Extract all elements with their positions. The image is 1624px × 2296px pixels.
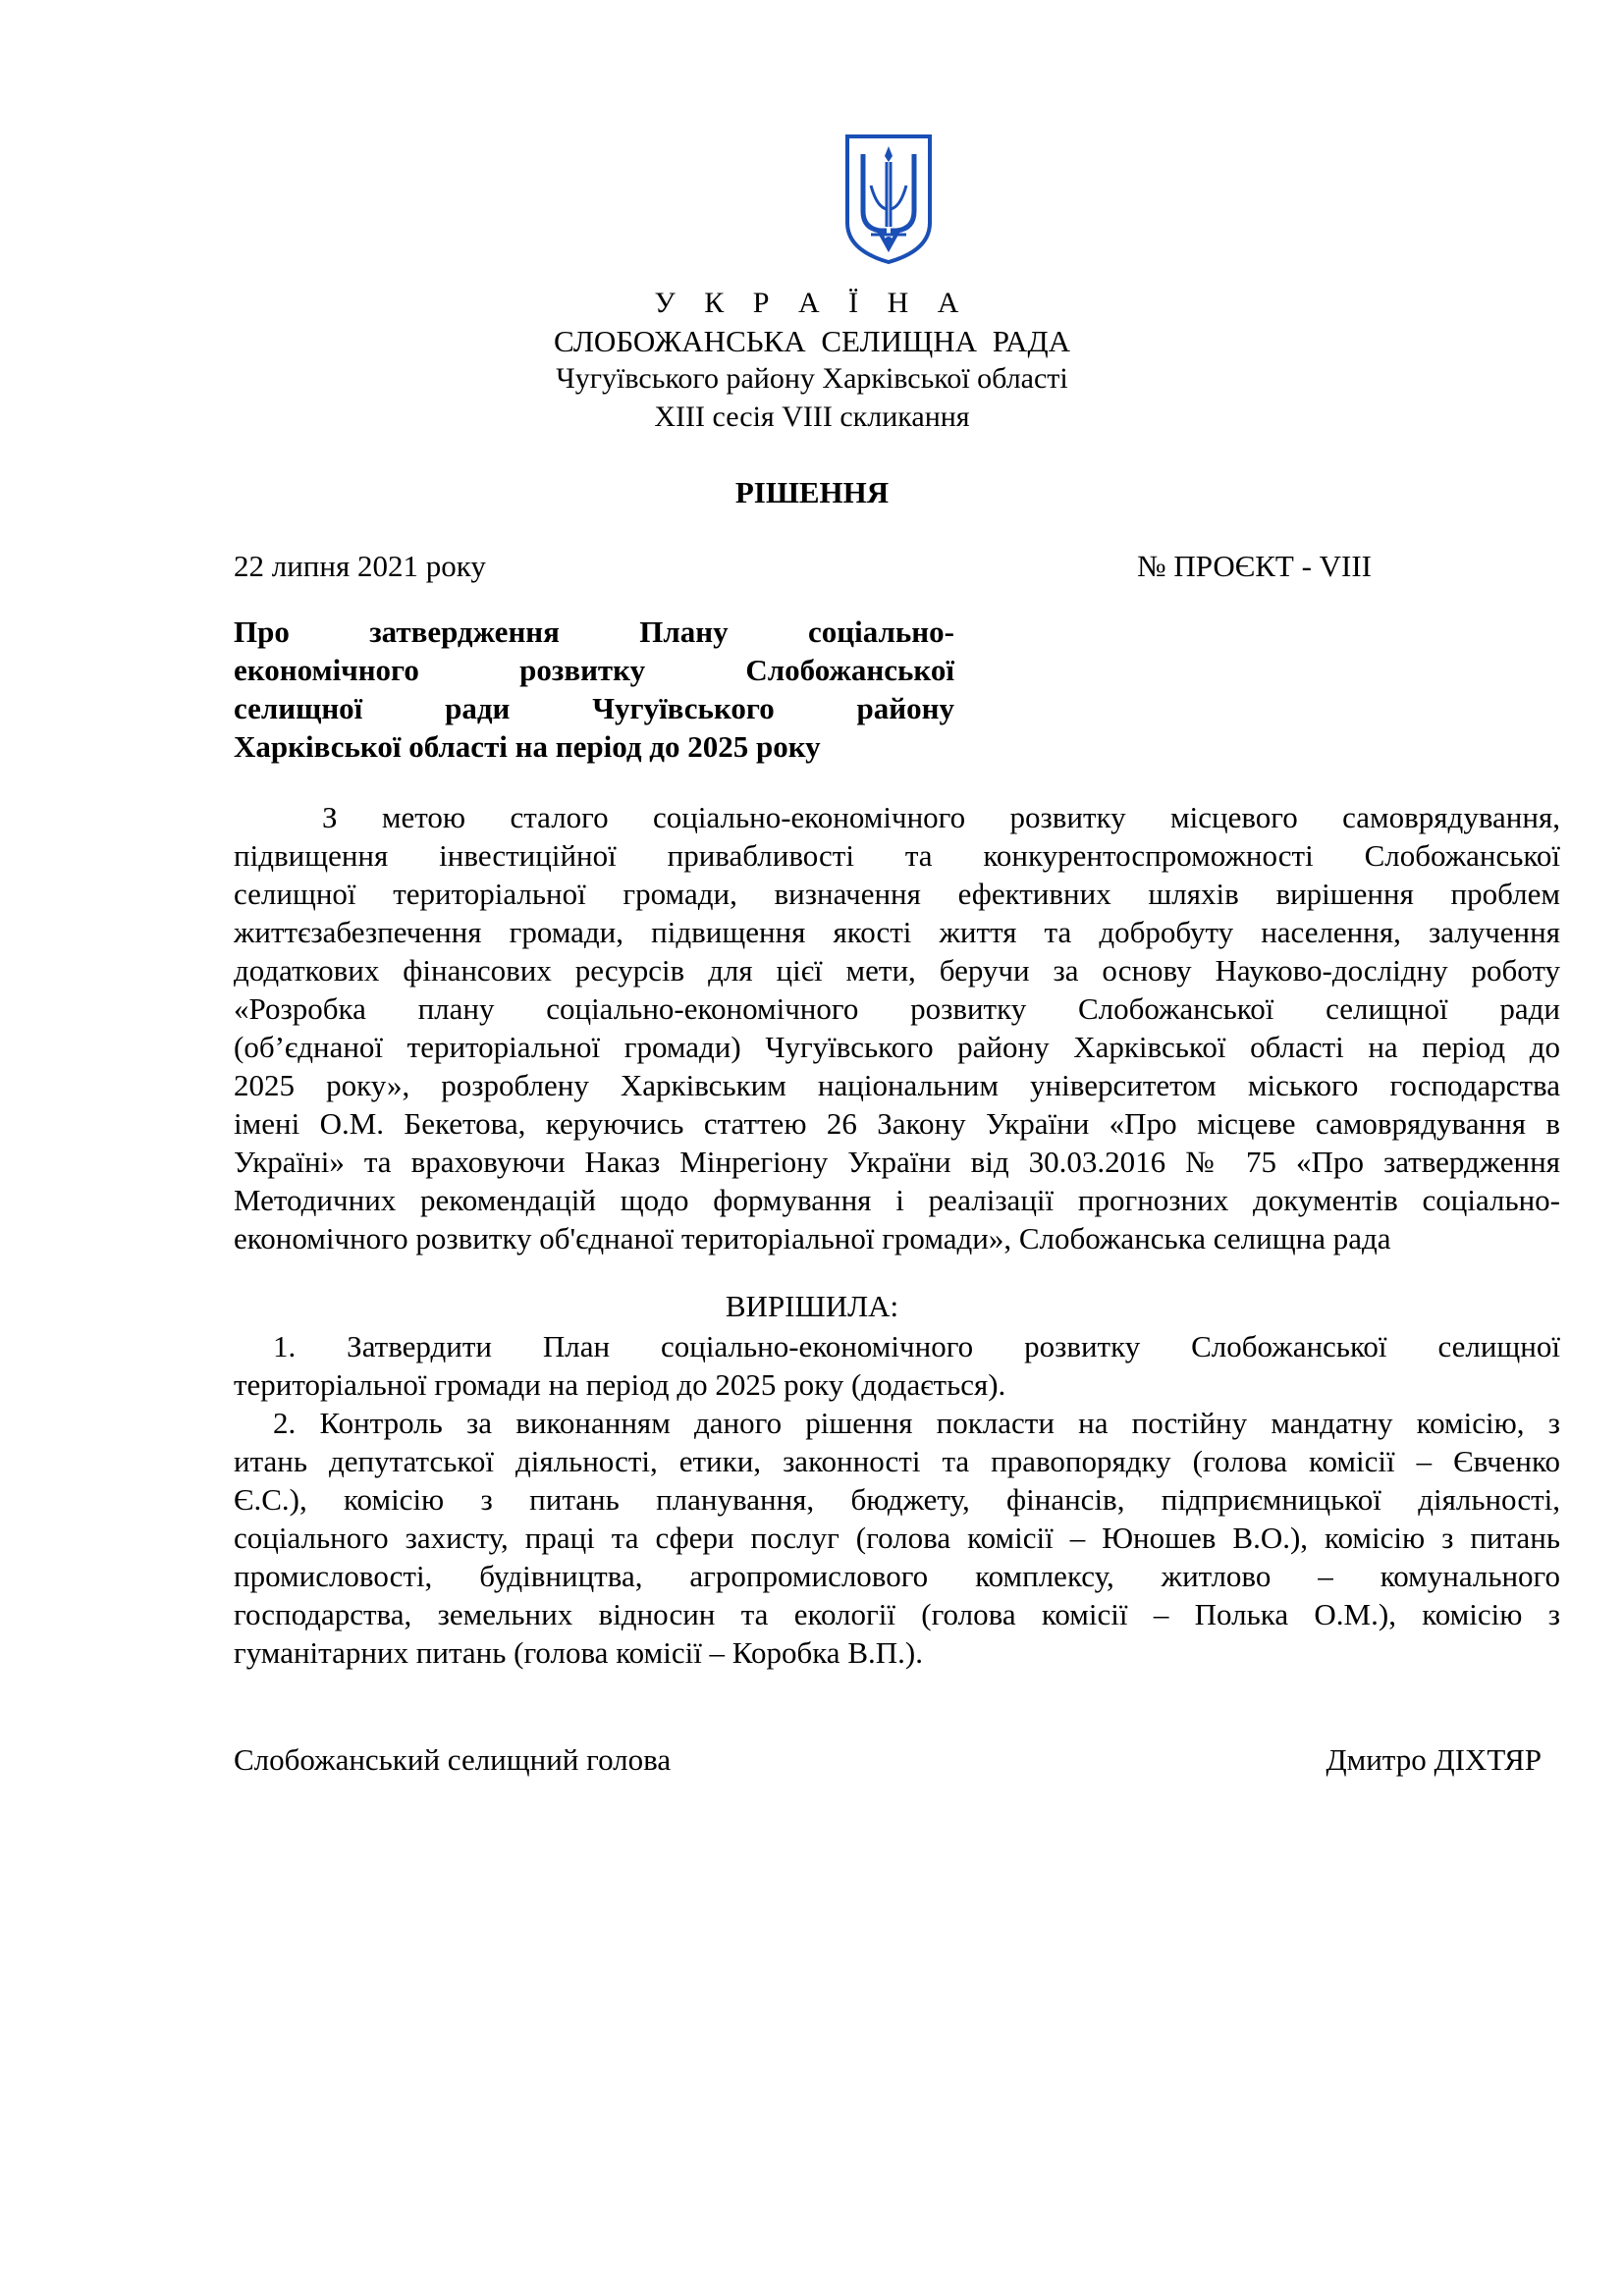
decision-line: господарства, земельних відносин та екології (голова комісії – Полька О.М.), комісію з	[234, 1597, 1560, 1631]
decision-line: итань депутатської діяльності, етики, законності та правопорядку (голова комісії – Євченко	[234, 1444, 1560, 1478]
preamble-line: Методичних рекомендацій щодо формування і реалізації прогнозних документів соціально-	[234, 1183, 1560, 1217]
decision-item-1	[234, 1327, 1560, 1404]
header-session: XIII сесія VIII скликання	[654, 400, 970, 433]
preamble-line: селищної територіальної громади, визначення ефективних шляхів вирішення проблем	[234, 877, 1560, 911]
document-number: № ПРОЄКТ - VIII	[1137, 549, 1372, 583]
preamble-line: (об’єднаної територіальної громади) Чугуївського району Харківської області на період до	[234, 1030, 1560, 1064]
preamble-paragraph	[234, 798, 1560, 1257]
decision-line: гуманітарних питань (голова комісії – Коробка В.П.).	[234, 1635, 923, 1670]
preamble-line: підвищення інвестиційної привабливості та конкурентоспроможності Слобожанської	[234, 838, 1560, 873]
signatory-position: Слобожанський селищний голова	[234, 1742, 672, 1777]
document-subject	[234, 613, 954, 766]
preamble-line: 2025 року», розроблену Харківським національним університетом міського господарства	[234, 1068, 1560, 1102]
preamble-line: імені О.М. Бекетова, керуючись статтею 26 Закону України «Про місцеве самоврядування в	[234, 1106, 1560, 1141]
subject-line: економічного розвитку Слобожанської	[234, 653, 954, 687]
decision-item-2	[234, 1404, 1560, 1672]
header-council: СЛОБОЖАНСЬКА СЕЛИЩНА РАДА	[554, 324, 1070, 358]
document-title: РІШЕННЯ	[734, 475, 890, 509]
preamble-line: економічного розвитку об'єднаної територіальної громади», Слобожанська селищна рада	[234, 1221, 1391, 1255]
subject-line: селищної ради Чугуївського району	[234, 691, 954, 725]
header-country: У К Р А Ї Н А	[654, 287, 970, 319]
preamble-line: «Розробка плану соціально-економічного розвитку Слобожанської селищної ради	[234, 991, 1560, 1026]
signatory-name: Дмитро ДІХТЯР	[1326, 1742, 1542, 1777]
preamble-line: додаткових фінансових ресурсів для цієї мети, беручи за основу Науково-дослідну роботу	[234, 953, 1560, 988]
subject-line: Харківської області на період до 2025 року	[234, 729, 821, 764]
decision-line: територіальної громади на період до 2025 року (додається).	[234, 1367, 1006, 1402]
decision-line: промисловості, будівництва, агропромислового комплексу, житлово – комунального	[234, 1559, 1560, 1593]
preamble-line: Україні» та враховуючи Наказ Мінрегіону України від 30.03.2016 № 75 «Про затвердження	[234, 1145, 1560, 1179]
decision-line: Є.С.), комісію з питань планування, бюджету, фінансів, підприємницької діяльності,	[234, 1482, 1560, 1517]
coat-of-arms-icon	[841, 133, 936, 266]
document-date: 22 липня 2021 року	[234, 549, 486, 583]
header-district: Чугуївського району Харківської області	[556, 362, 1068, 395]
decision-line: 2. Контроль за виконанням даного рішення покласти на постійну мандатну комісію, з	[273, 1406, 1560, 1440]
preamble-line: життєзабезпечення громади, підвищення якості життя та добробуту населення, залучення	[234, 915, 1560, 949]
decided-heading: ВИРІШИЛА:	[725, 1289, 899, 1323]
decision-line: соціального захисту, праці та сфери послуг (голова комісії – Юношев В.О.), комісію з питань	[234, 1521, 1560, 1555]
subject-line: Про затвердження Плану соціально-	[234, 614, 954, 649]
decision-line: 1. Затвердити План соціально-економічного розвитку Слобожанської селищної	[273, 1329, 1560, 1363]
preamble-line: З метою сталого соціально-економічного розвитку місцевого самоврядування,	[322, 800, 1560, 834]
